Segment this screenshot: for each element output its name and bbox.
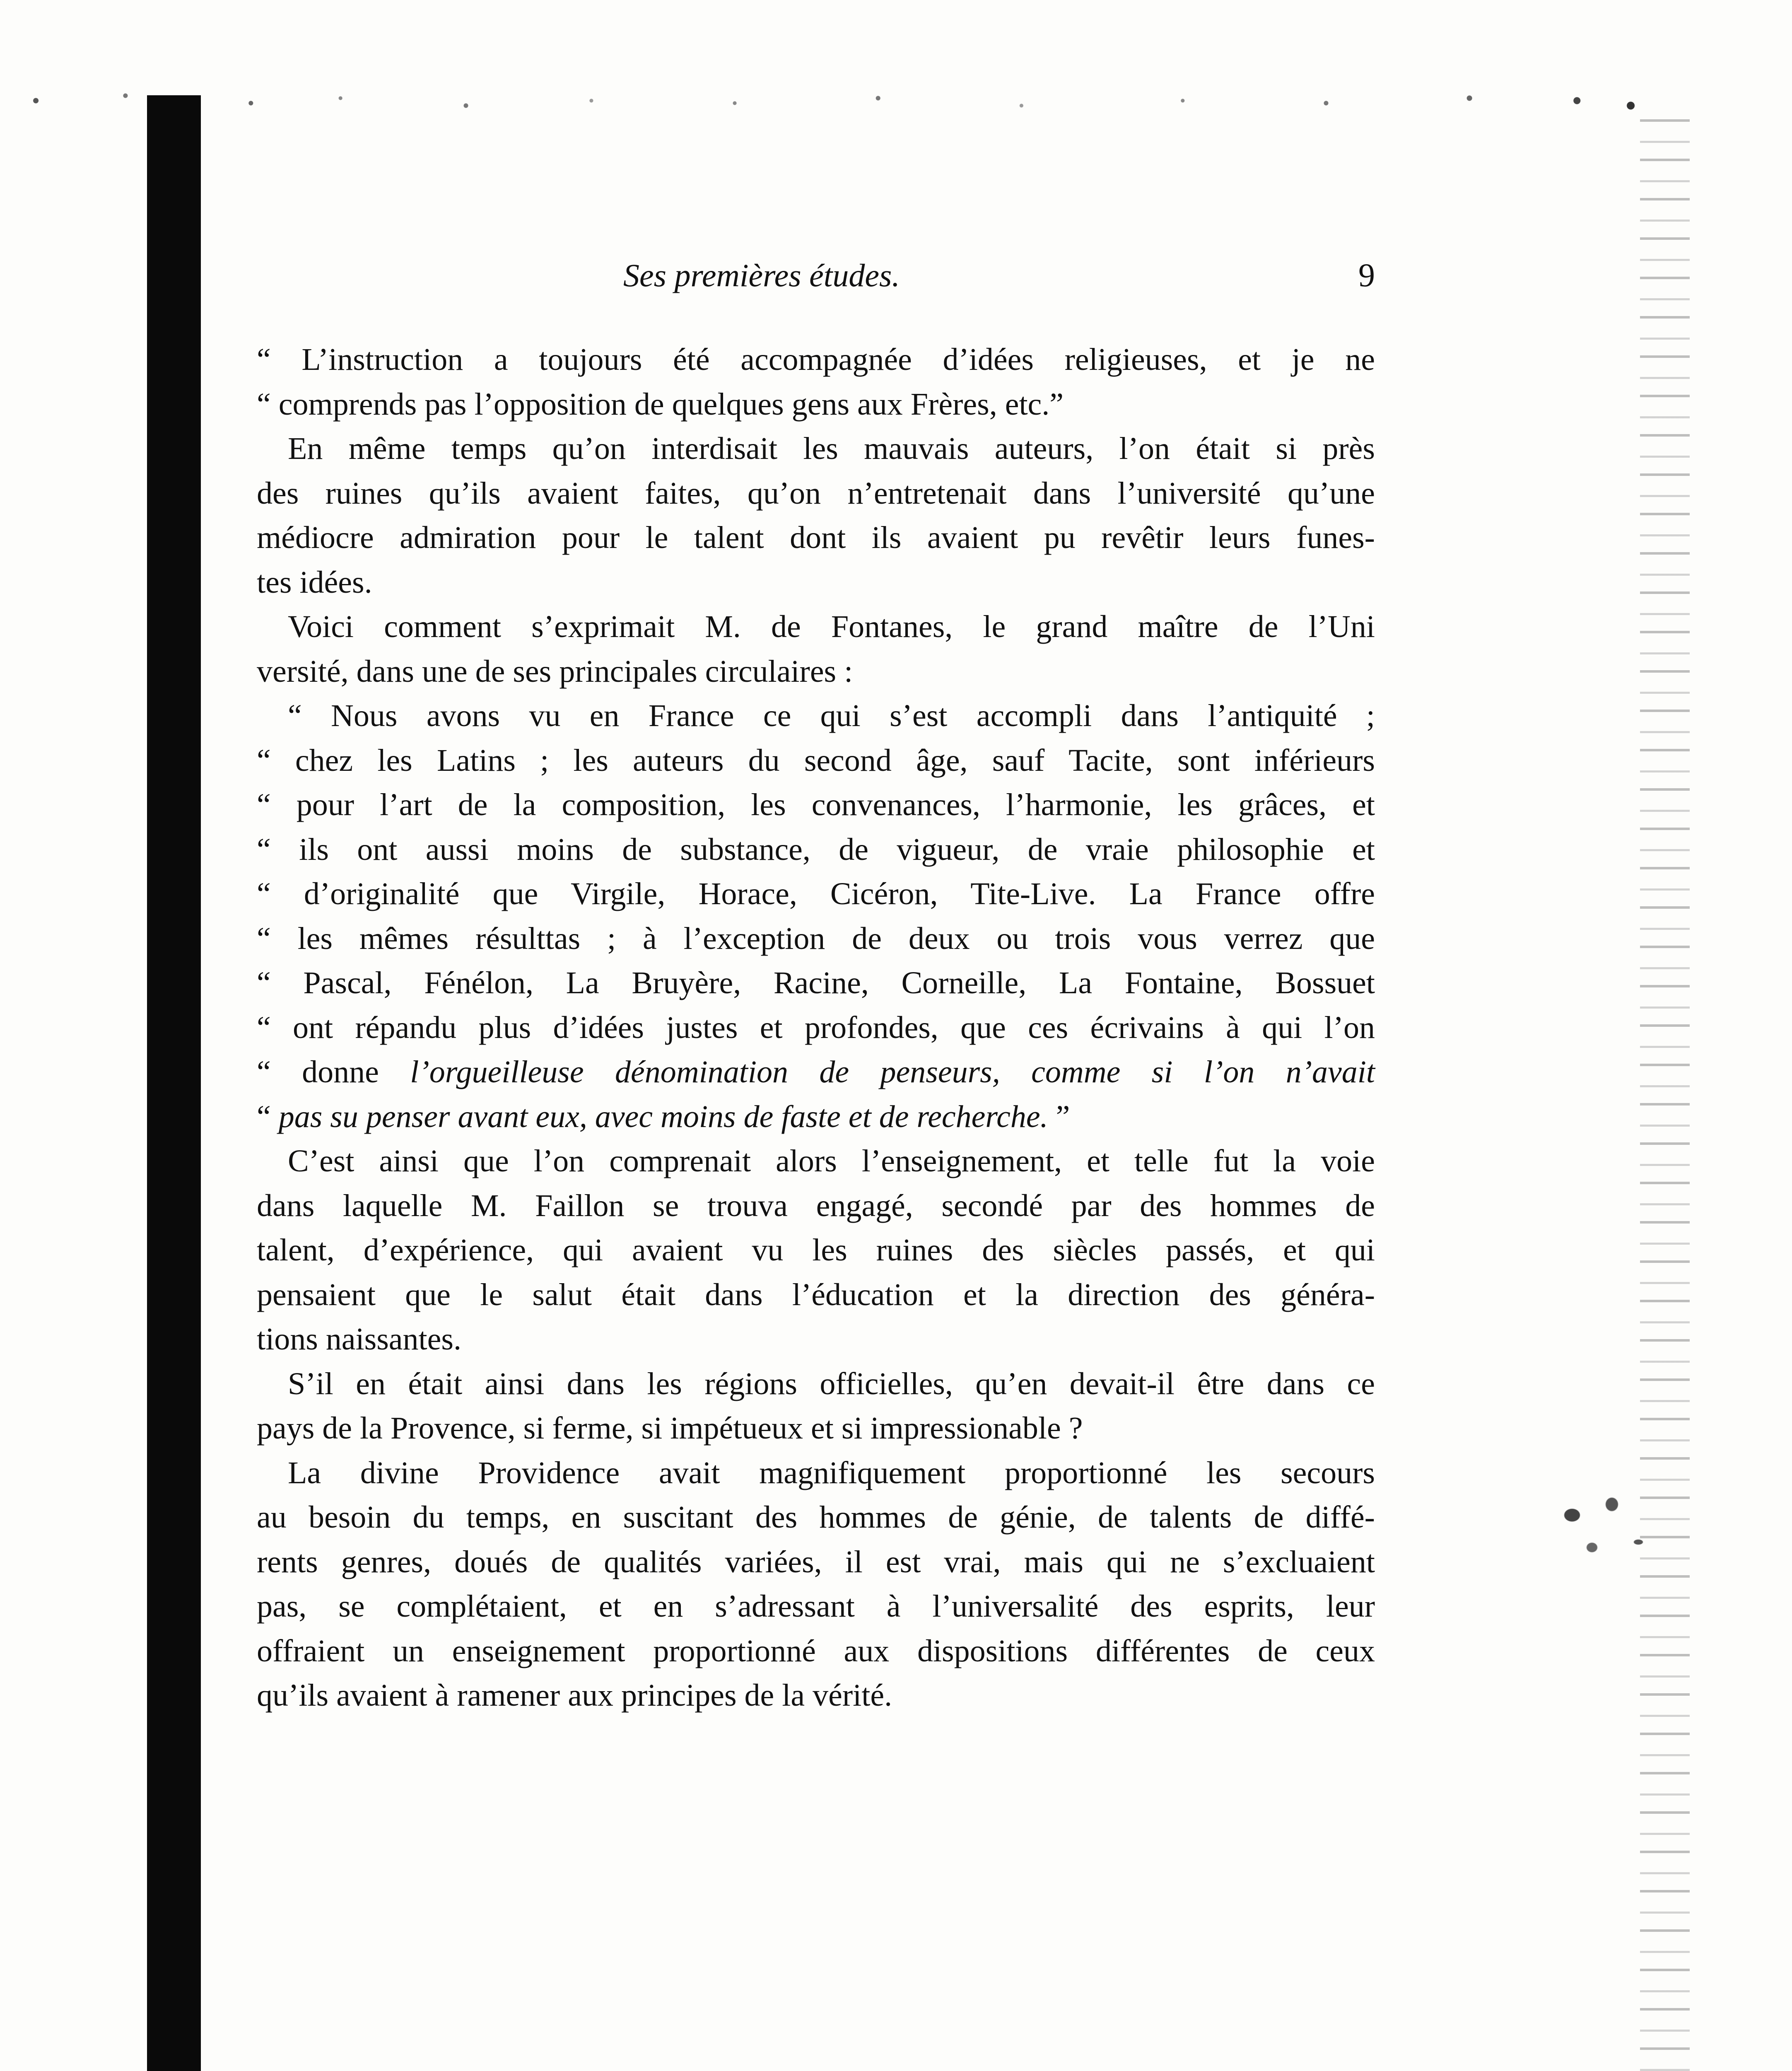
text-line: “ L’instruction a toujours été accompagnée d’idées religieuses, et je ne xyxy=(257,342,1375,377)
italic-quote: l’orgueilleuse dénomination de penseurs, comme si l’on n’avait xyxy=(410,1055,1375,1089)
text-line: qu’ils avaient à ramener aux principes de la vérité. xyxy=(257,1678,892,1713)
running-head xyxy=(257,251,1375,300)
body-text xyxy=(257,338,1375,1718)
text-line: “ d’originalité que Virgile, Horace, Cicéron, Tite-Live. La France offre xyxy=(257,876,1375,911)
text-line: C’est ainsi que l’on comprenait alors l’enseignement, et telle fut la voie xyxy=(288,1144,1375,1178)
line-prefix: “ donne xyxy=(257,1055,410,1089)
text-line: pays de la Provence, si ferme, si impétueux et si impressionable ? xyxy=(257,1411,1083,1446)
text-line: “ Nous avons vu en France ce qui s’est accompli dans l’antiquité ; xyxy=(288,698,1375,733)
running-title: Ses premières études. xyxy=(623,257,900,293)
text-line: Voici comment s’exprimait M. de Fontanes, le grand maître de l’Uni xyxy=(288,609,1375,644)
text-line: “ chez les Latins ; les auteurs du second âge, sauf Tacite, sont inférieurs xyxy=(257,743,1375,778)
text-line: des ruines qu’ils avaient faites, qu’on n’entretenait dans l’université qu’une xyxy=(257,476,1375,511)
text-line: pensaient que le salut était dans l’éducation et la direction des généra- xyxy=(257,1277,1375,1312)
text-line: talent, d’expérience, qui avaient vu les ruines des siècles passés, et qui xyxy=(257,1233,1375,1267)
text-line: médiocre admiration pour le talent dont ils avaient pu revêtir leurs funes- xyxy=(257,520,1375,555)
text-line-mixed xyxy=(257,1095,1375,1139)
scan-noise-top xyxy=(0,81,1792,130)
text-line: En même temps qu’on interdisait les mauvais auteurs, l’on était si près xyxy=(288,431,1375,466)
text-line: “ les mêmes résulttas ; à l’exception de deux ou trois vous verrez que xyxy=(257,921,1375,956)
text-line: tions naissantes. xyxy=(257,1322,461,1357)
text-line-mixed xyxy=(257,1050,1375,1095)
text-line: S’il en était ainsi dans les régions officielles, qu’en devait-il être dans ce xyxy=(288,1366,1375,1401)
text-line: “ Pascal, Fénélon, La Bruyère, Racine, Corneille, La Fontaine, Bossuet xyxy=(257,966,1375,1000)
page-edge-right xyxy=(1640,104,1690,2071)
text-line: La divine Providence avait magnifiquement proportionné les secours xyxy=(288,1455,1375,1490)
page-number: 9 xyxy=(1358,257,1375,294)
text-line: au besoin du temps, en suscitant des hommes de génie, de talents de diffé- xyxy=(257,1500,1375,1535)
text-line: “ comprends pas l’opposition de quelques gens aux Frères, etc.” xyxy=(257,386,1064,422)
text-line: offraient un enseignement proportionné aux dispositions différentes de ceux xyxy=(257,1633,1375,1668)
text-line: pas, se complétaient, et en s’adressant à l’universalité des esprits, leur xyxy=(257,1589,1375,1624)
italic-quote: pas su penser avant eux, avec moins de faste et de recherche. xyxy=(278,1099,1048,1134)
text-line: “ ont répandu plus d’idées justes et profondes, que ces écrivains à qui l’on xyxy=(257,1010,1375,1045)
text-line: tes idées. xyxy=(257,565,372,600)
ink-blot xyxy=(1532,1483,1665,1591)
text-line: rents genres, doués de qualités variées, il est vrai, mais qui ne s’excluaient xyxy=(257,1544,1375,1579)
text-line: “ ils ont aussi moins de substance, de vigueur, de vraie philosophie et xyxy=(257,832,1375,867)
line-prefix: “ xyxy=(257,1099,279,1134)
binding-shadow xyxy=(147,95,201,2071)
text-line: dans laquelle M. Faillon se trouva engagé, secondé par des hommes de xyxy=(257,1188,1375,1223)
text-line: “ pour l’art de la composition, les convenances, l’harmonie, les grâces, et xyxy=(257,787,1375,822)
text-line: versité, dans une de ses principales circulaires : xyxy=(257,654,853,689)
line-suffix: ” xyxy=(1048,1099,1070,1134)
